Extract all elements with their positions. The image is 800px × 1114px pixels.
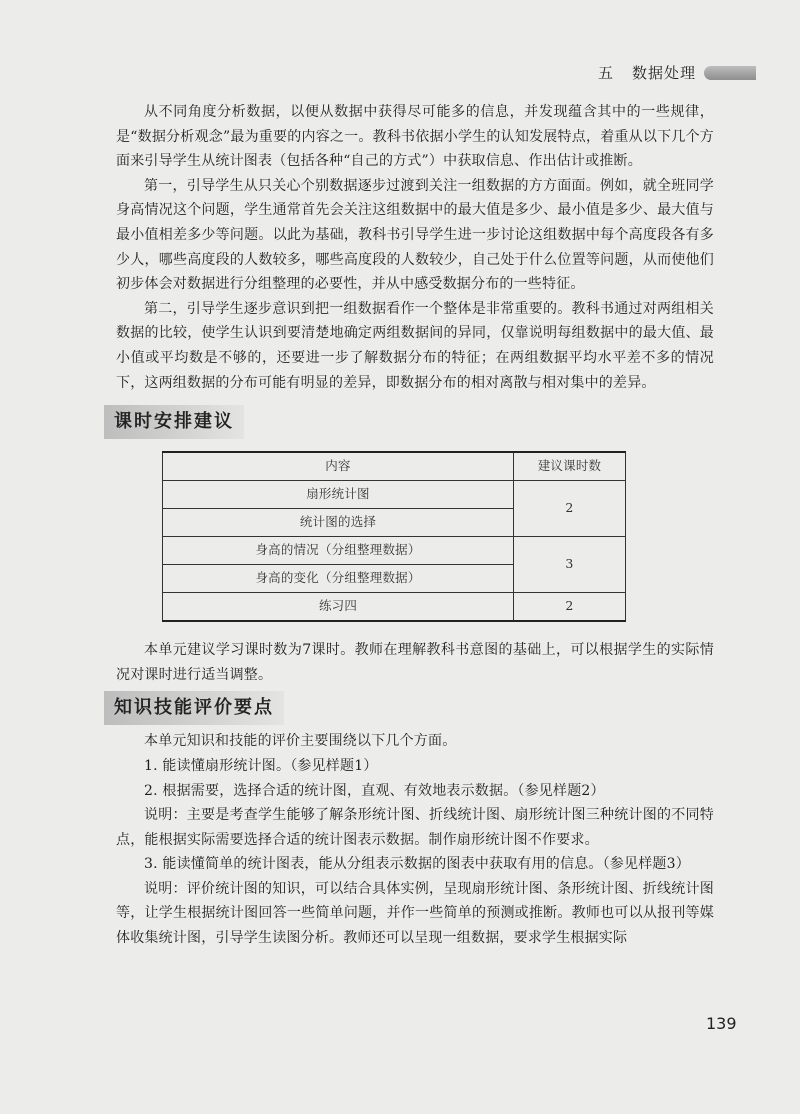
evaluation-section-title: 知识技能评价要点 [104,691,284,725]
header-tab-decoration [704,66,756,80]
header-hours: 建议课时数 [514,452,626,481]
evaluation-note-2: 说明：主要是考查学生能够了解条形统计图、折线统计图、扇形统计图三种统计图的不同特点，能根据实际需要选择合适的统计图表示数据。制作扇形统计图不作要求。 [116,807,714,848]
schedule-section-title: 课时安排建议 [104,405,244,439]
page-body [116,100,714,951]
chapter-heading [598,62,696,83]
chapter-number: 五 [597,64,614,82]
header-content: 内容 [163,452,514,481]
intro-paragraph-3: 第二，引导学生逐步意识到把一组数据看作一个整体是非常重要的。教科书通过对两组相关数据的比较，使学生认识到要清楚地确定两组数据间的异同，仅靠说明每组数据中的最大值、最小值或平均数是不够的，还要进一步了解数据分布的特征；在两组数据平均水平差不多的情况下，这两组数据的分布可能有明显的差异，即数据分布的相对离散与相对集中的差异。 [116,300,714,391]
table-row [163,481,626,509]
intro-paragraph-2: 第一，引导学生从只关心个别数据逐步过渡到关注一组数据的方方面面。例如，就全班同学身高情况这个问题，学生通常首先会关注这组数据中的最大值是多少、最小值是多少、最大值与最小值相差多少等问题。以此为基础，教科书引导学生进一步讨论这组数据中每个高度段各有多少人，哪些高度段的人数较多，哪些高度段的人数较少，自己处于什么位置等问题，从而使他们初步体会对数据进行分组整理的必要性，并从中感受数据分布的一些特征。 [116,177,714,293]
evaluation-item-2: 2. 根据需要，选择合适的统计图，直观、有效地表示数据。（参见样题2） [144,782,605,799]
schedule-note: 本单元建议学习课时数为7课时。教师在理解教科书意图的基础上，可以根据学生的实际情况对课时进行适当调整。 [116,642,714,683]
schedule-table [162,451,626,622]
row-hours: 3 [514,537,626,593]
row-content: 身高的变化（分组整理数据） [163,565,514,593]
evaluation-item-3: 3. 能读懂简单的统计图表，能从分组表示数据的图表中获取有用的信息。（参见样题3） [144,856,690,873]
evaluation-note-3: 说明：评价统计图的知识，可以结合具体实例，呈现扇形统计图、条形统计图、折线统计图等，让学生根据统计图回答一些简单问题，并作一些简单的预测或推断。教师也可以从报刊等媒体收集统计图，引导学生读图分析。教师还可以呈现一组数据，要求学生根据实际 [116,880,714,947]
row-hours: 2 [514,481,626,537]
chapter-title: 数据处理 [631,64,696,82]
evaluation-item-1: 1. 能读懂扇形统计图。（参见样题1） [144,757,378,774]
evaluation-lead: 本单元知识和技能的评价主要围绕以下几个方面。 [144,733,457,750]
page-number: 139 [706,1014,737,1033]
table-header-row [163,452,626,481]
row-hours: 2 [514,593,626,622]
row-content: 扇形统计图 [163,481,514,509]
running-header [0,58,800,88]
row-content: 身高的情况（分组整理数据） [163,537,514,565]
table-row [163,593,626,622]
table-row [163,537,626,565]
intro-paragraph-1: 从不同角度分析数据，以便从数据中获得尽可能多的信息，并发现蕴含其中的一些规律，是“数据分析观念”最为重要的内容之一。教科书依据小学生的认知发展特点，着重从以下几个方面来引导学生从统计图表（包括各种“自己的方式”）中获取信息、作出估计或推断。 [116,104,714,170]
row-content: 统计图的选择 [163,509,514,537]
row-content: 练习四 [163,593,514,622]
